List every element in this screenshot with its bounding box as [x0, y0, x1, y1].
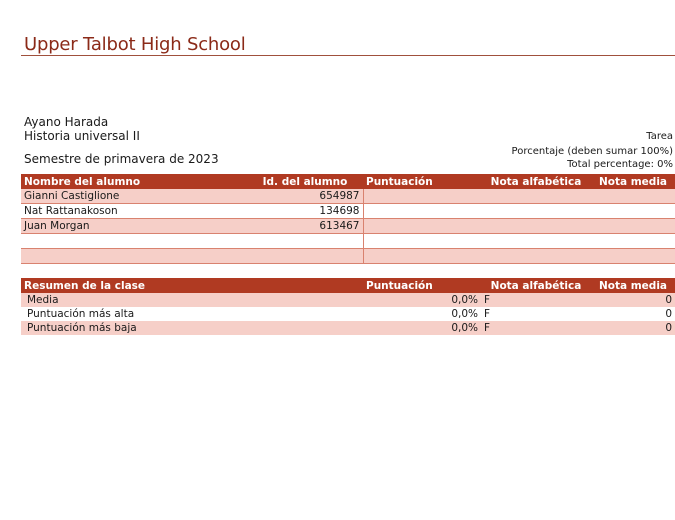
percentage-note: Porcentaje (deben sumar 100%)	[511, 146, 673, 157]
letter-cell[interactable]	[481, 189, 591, 204]
letter-cell[interactable]	[481, 204, 591, 219]
table-row	[21, 234, 675, 249]
summary-label[interactable]: Puntuación más baja	[21, 321, 363, 335]
col-average-grade[interactable]: Nota media	[591, 174, 675, 189]
col-letter-grade[interactable]: Nota alfabética	[481, 174, 591, 189]
summary-letter[interactable]: F	[481, 307, 591, 321]
table-row	[21, 219, 675, 234]
col-class-summary[interactable]: Resumen de la clase	[21, 278, 363, 293]
col-summary-letter[interactable]: Nota alfabética	[481, 278, 591, 293]
summary-score[interactable]: 0,0%	[363, 293, 481, 307]
col-student-name[interactable]: Nombre del alumno	[21, 174, 247, 189]
score-cell[interactable]	[363, 189, 481, 204]
student-id-cell[interactable]: 654987	[247, 189, 363, 204]
summary-row-average	[21, 293, 675, 307]
col-summary-score[interactable]: Puntuación	[363, 278, 481, 293]
average-cell[interactable]	[591, 204, 675, 219]
summary-label[interactable]: Media	[21, 293, 363, 307]
summary-header-row	[21, 278, 675, 293]
table-row	[21, 204, 675, 219]
col-student-id[interactable]: Id. del alumno	[247, 174, 363, 189]
student-id-cell[interactable]	[247, 249, 363, 264]
summary-average[interactable]: 0	[591, 293, 675, 307]
student-id-cell[interactable]: 613467	[247, 219, 363, 234]
student-id-cell[interactable]: 134698	[247, 204, 363, 219]
table-row	[21, 189, 675, 204]
letter-cell[interactable]	[481, 219, 591, 234]
col-score[interactable]: Puntuación	[363, 174, 481, 189]
students-header-row	[21, 174, 675, 189]
score-cell[interactable]	[363, 219, 481, 234]
score-cell[interactable]	[363, 249, 481, 264]
summary-row-lowest	[21, 321, 675, 335]
students-table	[21, 174, 675, 264]
letter-cell[interactable]	[481, 234, 591, 249]
summary-average[interactable]: 0	[591, 307, 675, 321]
assignment-label[interactable]: Tarea	[646, 131, 673, 142]
student-name-cell[interactable]: Nat Rattanakoson	[21, 204, 247, 219]
summary-average[interactable]: 0	[591, 321, 675, 335]
average-cell[interactable]	[591, 189, 675, 204]
semester-label[interactable]: Semestre de primavera de 2023	[24, 152, 219, 166]
letter-cell[interactable]	[481, 249, 591, 264]
score-cell[interactable]	[363, 204, 481, 219]
course-name[interactable]: Historia universal II	[24, 129, 140, 143]
teacher-name[interactable]: Ayano Harada	[24, 115, 109, 129]
student-name-cell[interactable]: Gianni Castiglione	[21, 189, 247, 204]
average-cell[interactable]	[591, 219, 675, 234]
summary-score[interactable]: 0,0%	[363, 321, 481, 335]
summary-row-highest	[21, 307, 675, 321]
summary-letter[interactable]: F	[481, 321, 591, 335]
average-cell[interactable]	[591, 249, 675, 264]
class-summary-table	[21, 278, 675, 335]
score-cell[interactable]	[363, 234, 481, 249]
student-id-cell[interactable]	[247, 234, 363, 249]
average-cell[interactable]	[591, 234, 675, 249]
col-summary-average[interactable]: Nota media	[591, 278, 675, 293]
student-name-cell[interactable]	[21, 249, 247, 264]
summary-score[interactable]: 0,0%	[363, 307, 481, 321]
summary-letter[interactable]: F	[481, 293, 591, 307]
school-title: Upper Talbot High School	[24, 34, 246, 55]
student-name-cell[interactable]	[21, 234, 247, 249]
title-underline	[21, 55, 675, 56]
total-percentage: Total percentage: 0%	[567, 159, 673, 170]
summary-label[interactable]: Puntuación más alta	[21, 307, 363, 321]
student-name-cell[interactable]: Juan Morgan	[21, 219, 247, 234]
table-row	[21, 249, 675, 264]
